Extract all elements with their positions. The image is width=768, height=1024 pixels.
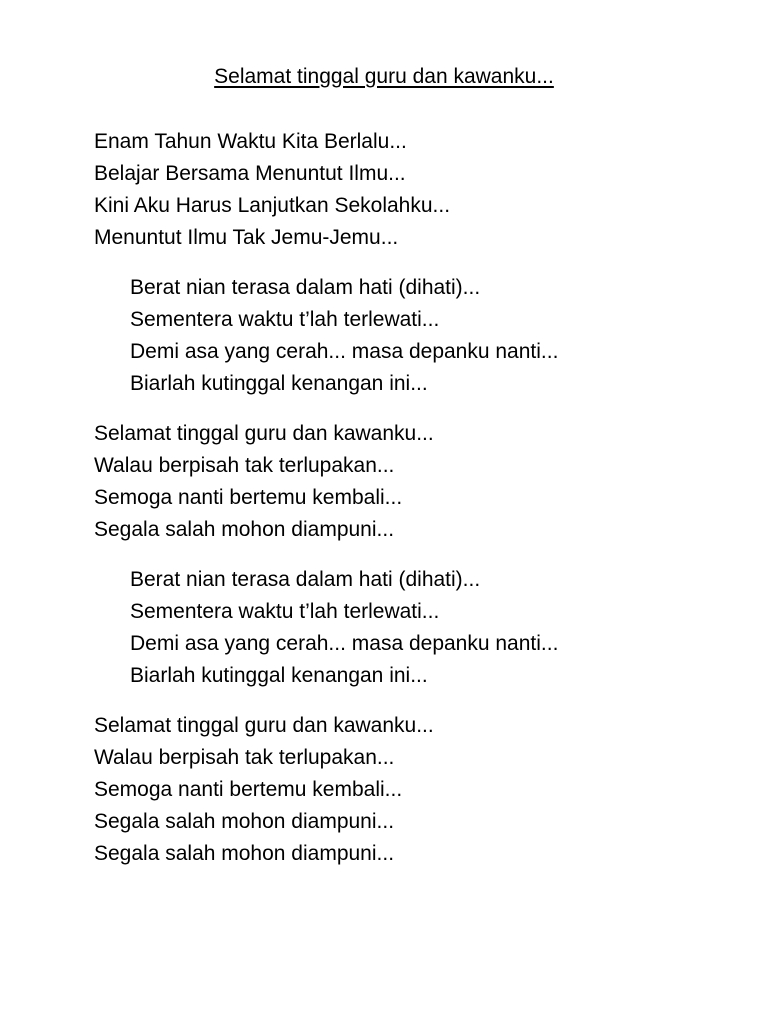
stanza-line: Berat nian terasa dalam hati (dihati)... xyxy=(130,568,481,591)
stanza-line: Enam Tahun Waktu Kita Berlalu... xyxy=(94,130,407,153)
stanza-line: Segala salah mohon diampuni... xyxy=(94,842,395,865)
stanza-line: Biarlah kutinggal kenangan ini... xyxy=(130,664,428,687)
stanza-line: Menuntut Ilmu Tak Jemu-Jemu... xyxy=(94,226,399,249)
stanza-chorus-2 xyxy=(94,710,434,870)
stanza-line: Demi asa yang cerah... masa depanku nanti... xyxy=(130,632,559,655)
stanza-line: Biarlah kutinggal kenangan ini... xyxy=(130,372,428,395)
stanza-line: Walau berpisah tak terlupakan... xyxy=(94,746,395,769)
stanza-bridge-1 xyxy=(130,272,558,400)
song-title xyxy=(0,63,768,91)
stanza-line: Semoga nanti bertemu kembali... xyxy=(94,486,403,509)
stanza-line: Semoga nanti bertemu kembali... xyxy=(94,778,403,801)
stanza-line: Sementera waktu t’lah terlewati... xyxy=(130,600,440,623)
stanza-bridge-2 xyxy=(130,564,558,692)
stanza-line: Belajar Bersama Menuntut Ilmu... xyxy=(94,162,406,185)
song-title-text: Selamat tinggal guru dan kawanku... xyxy=(214,65,554,88)
stanza-line: Segala salah mohon diampuni... xyxy=(94,518,395,541)
stanza-line: Berat nian terasa dalam hati (dihati)... xyxy=(130,276,481,299)
stanza-line: Demi asa yang cerah... masa depanku nanti... xyxy=(130,340,559,363)
stanza-verse-1 xyxy=(94,126,450,254)
stanza-line: Sementera waktu t’lah terlewati... xyxy=(130,308,440,331)
stanza-line: Selamat tinggal guru dan kawanku... xyxy=(94,422,434,445)
stanza-line: Kini Aku Harus Lanjutkan Sekolahku... xyxy=(94,194,451,217)
stanza-line: Walau berpisah tak terlupakan... xyxy=(94,454,395,477)
stanza-line: Selamat tinggal guru dan kawanku... xyxy=(94,714,434,737)
stanza-line: Segala salah mohon diampuni... xyxy=(94,810,395,833)
stanza-chorus-1 xyxy=(94,418,434,546)
